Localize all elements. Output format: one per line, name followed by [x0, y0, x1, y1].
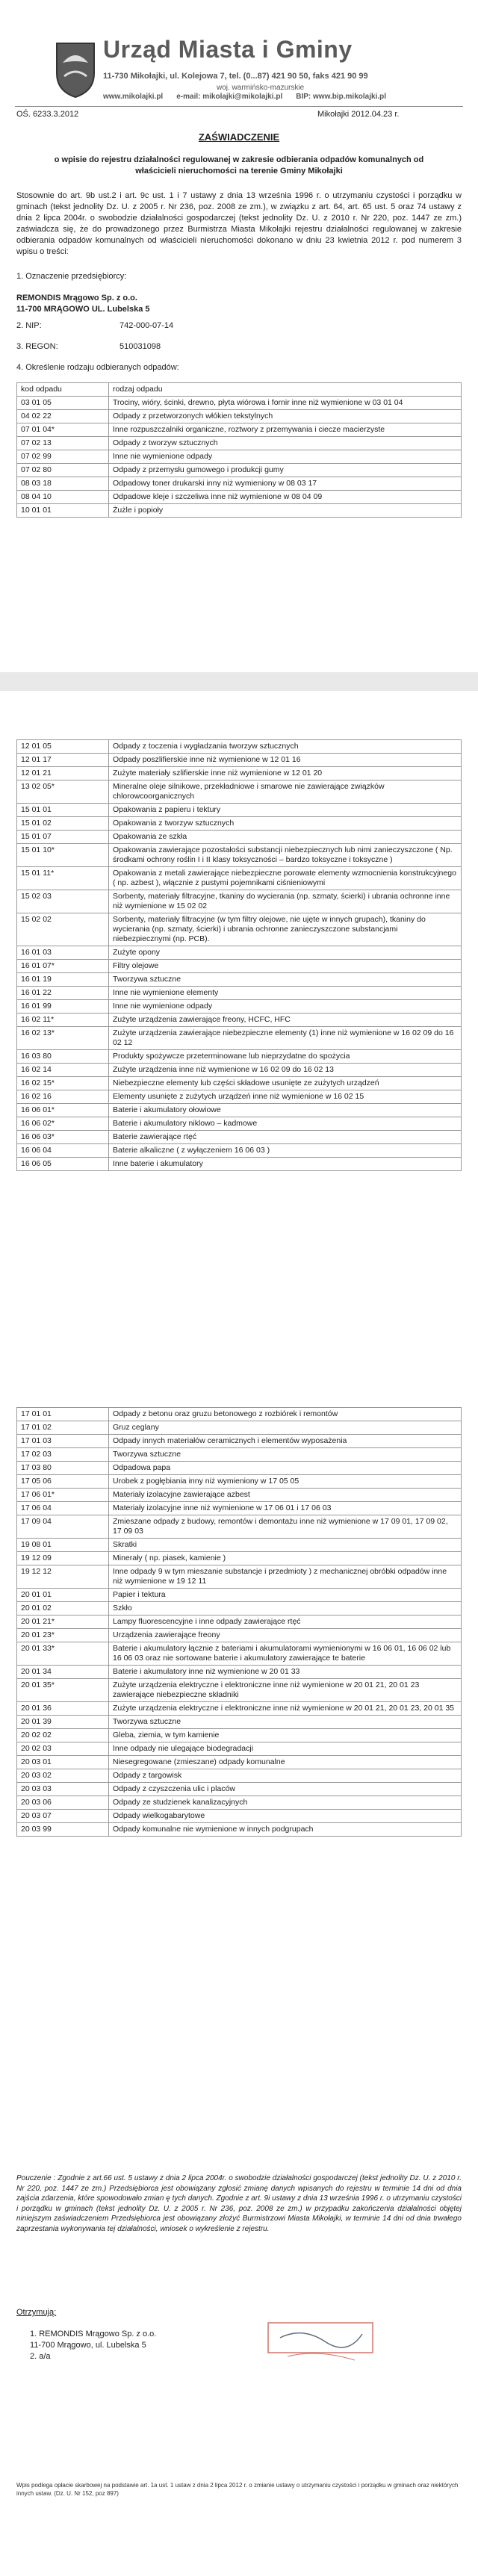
waste-description: Zużyte urządzenia inne niż wymienione w 16 02 09 do 16 02 13: [109, 1064, 462, 1077]
waste-description: Zużyte urządzenia elektryczne i elektroniczne inne niż wymienione w 20 01 21, 20 01 23 zawierające niebezpieczne składniki: [109, 1679, 462, 1702]
letterhead-www[interactable]: www.mikolajki.pl: [103, 93, 164, 101]
table-row: [17, 1742, 462, 1756]
table-row: [17, 1421, 462, 1435]
waste-code: 17 05 06: [17, 1475, 109, 1489]
company-info: [16, 293, 150, 315]
table-row: [17, 504, 462, 518]
item-4-label: 4. Określenie rodzaju odbieranych odpadów:: [16, 363, 179, 372]
waste-description: Inne nie wymienione odpady: [109, 450, 462, 464]
waste-code: 16 01 03: [17, 946, 109, 960]
table-row: [17, 1769, 462, 1783]
table-row: [17, 946, 462, 960]
regon-value: 510031098: [120, 342, 161, 351]
waste-description: Odpady wielkogabarytowe: [109, 1810, 462, 1823]
waste-description: Materiały izolacyjne inne niż wymienione w 17 06 01 i 17 06 03: [109, 1502, 462, 1515]
document-body: Stosownie do art. 9b ust.2 i art. 9c ust. 1 i 7 ustawy z dnia 13 września 1996 r. o utrzymaniu czystości i porządku w gminach (tekst jednolity Dz. U. z 2005 r. Nr 236, poz. 2008 ze zm.), w związku z art. 64, art. 65 ust. 5 oraz 74 ustawy z dnia 2 lipca 2004r. o swobodzie działalności gospodarczej (tekst jednolity Dz. U. z 2010 r. Nr 220, poz. 1447 ze zm.) zaświadcza się, że do prowadzonego przez Burmistrza Miasta Mikołajki rejestru działalności regulowanej w zakresie odbierania odpadów komunalnych od właścicieli nieruchomości dokonano w dniu 23 kwietnia 2012 r. pod numerem 3 wpisu o treści:: [16, 191, 462, 256]
waste-code: 12 01 05: [17, 740, 109, 754]
table-row: [17, 1823, 462, 1837]
letterhead-region: woj. warmińsko-mazurskie: [217, 84, 305, 92]
table-row: [17, 477, 462, 491]
item-1-label: 1. Oznaczenie przedsiębiorcy:: [16, 272, 127, 281]
waste-description: Odpady z betonu oraz gruzu betonowego z rozbiórek i remontów: [109, 1408, 462, 1421]
regon-label: 3. REGON:: [16, 342, 58, 351]
waste-code: 16 06 05: [17, 1158, 109, 1171]
page-3: [0, 1359, 478, 2576]
waste-description: Baterie zawierające rtęć: [109, 1131, 462, 1144]
table-row: [17, 1666, 462, 1679]
table-row: [17, 1515, 462, 1539]
waste-code: 08 03 18: [17, 477, 109, 491]
waste-description: Zużyte materiały szlifierskie inne niż wymienione w 12 01 20: [109, 767, 462, 780]
waste-description: Mineralne oleje silnikowe, przekładniowe i smarowe nie zawierające związków chlorowcoorganicznych: [109, 780, 462, 804]
waste-description: Sorbenty, materiały filtracyjne (w tym filtry olejowe, nie ujęte w innych grupach), tkaniny do wycierania (np. szmaty, ścierki) i ubrania ochronne zanieczyszczone substancjami niebezpiecznymi (np. PCB).: [109, 913, 462, 946]
waste-description: Skratki: [109, 1539, 462, 1552]
letterhead-title: Urząd Miasta i Gminy: [103, 36, 353, 63]
waste-description: Odpady z przemysłu gumowego i produkcji gumy: [109, 464, 462, 477]
waste-code: 20 03 01: [17, 1756, 109, 1769]
table-row: [17, 1756, 462, 1769]
waste-description: Gleba, ziemia, w tym kamienie: [109, 1729, 462, 1742]
waste-description: Zużyte urządzenia elektryczne i elektroniczne inne niż wymienione w 20 01 21, 20 01 23, 20 01 35: [109, 1702, 462, 1716]
nip-label: 2. NIP:: [16, 321, 42, 330]
waste-code: 17 06 01*: [17, 1489, 109, 1502]
table-row: [17, 1448, 462, 1462]
waste-description: Baterie i akumulatory ołowiowe: [109, 1104, 462, 1117]
waste-code: 20 01 34: [17, 1666, 109, 1679]
waste-code: 07 02 99: [17, 450, 109, 464]
waste-description: Żużle i popioły: [109, 504, 462, 518]
waste-code: 17 01 02: [17, 1421, 109, 1435]
waste-description: Odpady z tworzyw sztucznych: [109, 437, 462, 450]
waste-code: 10 01 01: [17, 504, 109, 518]
waste-code: 07 01 04*: [17, 423, 109, 437]
waste-code: 20 02 02: [17, 1729, 109, 1742]
table-row: [17, 1616, 462, 1629]
waste-table-page-3: [16, 1407, 462, 1837]
waste-code: 15 01 11*: [17, 867, 109, 890]
company-address: 11-700 MRĄGOWO UL. Lubelska 5: [16, 305, 150, 314]
waste-description: Elementy usunięte z zużytych urządzeń inne niż wymienione w 16 02 15: [109, 1090, 462, 1104]
waste-code: 15 01 01: [17, 804, 109, 817]
table-row: [17, 491, 462, 504]
table-row: [17, 1050, 462, 1064]
waste-code: 20 01 35*: [17, 1679, 109, 1702]
letterhead-contact: [103, 93, 454, 101]
waste-code: 20 01 21*: [17, 1616, 109, 1629]
waste-description: Szkło: [109, 1602, 462, 1616]
waste-description: Opakowania z tworzyw sztucznych: [109, 817, 462, 831]
page-gap: [0, 672, 478, 691]
waste-code: 16 06 01*: [17, 1104, 109, 1117]
recipient-line: 1. REMONDIS Mrągowo Sp. z o.o.: [30, 2330, 157, 2338]
table-row: [17, 1552, 462, 1565]
page-2: [0, 691, 478, 1363]
waste-code: 17 01 03: [17, 1435, 109, 1448]
waste-code: 08 04 10: [17, 491, 109, 504]
waste-description: Zmieszane odpady z budowy, remontów i demontażu inne niż wymienione w 17 09 01, 17 09 02, 17 09 03: [109, 1515, 462, 1539]
waste-code: 15 01 10*: [17, 844, 109, 867]
waste-description: Odpady z toczenia i wygładzania tworzyw sztucznych: [109, 740, 462, 754]
table-row: [17, 1702, 462, 1716]
waste-description: Trociny, wióry, ścinki, drewno, płyta wiórowa i fornir inne niż wymienione w 03 01 04: [109, 397, 462, 410]
waste-code: 17 01 01: [17, 1408, 109, 1421]
waste-code: 16 01 22: [17, 987, 109, 1000]
recipient-line: 11-700 Mrągowo, ul. Lubelska 5: [30, 2341, 146, 2350]
table-header-row: [17, 383, 462, 397]
document-date: Mikołajki 2012.04.23 r.: [317, 110, 400, 119]
waste-code: 17 03 80: [17, 1462, 109, 1475]
table-row: [17, 1642, 462, 1666]
table-row: [17, 1539, 462, 1552]
waste-code: 16 06 04: [17, 1144, 109, 1158]
waste-description: Opakowania zawierające pozostałości substancji niebezpiecznych lub nimi zanieczyszczone ( Np. środkami ochrony roślin I i II klasy toksyczności – bardzo toksyczne i toksyczne ): [109, 844, 462, 867]
waste-description: Filtry olejowe: [109, 960, 462, 973]
waste-description: Opakowania z papieru i tektury: [109, 804, 462, 817]
waste-code: 07 02 80: [17, 464, 109, 477]
table-row: [17, 1602, 462, 1616]
official-stamp-icon: [265, 2315, 377, 2375]
document-heading: ZAŚWIADCZENIE: [198, 131, 280, 143]
waste-description: Baterie i akumulatory niklowo – kadmowe: [109, 1117, 462, 1131]
waste-code: 12 01 17: [17, 754, 109, 767]
waste-description: Lampy fluorescencyjne i inne odpady zawierające rtęć: [109, 1616, 462, 1629]
recipients-heading: Otrzymują:: [16, 2308, 57, 2317]
waste-code: 15 02 03: [17, 890, 109, 913]
waste-description: Minerały ( np. piasek, kamienie ): [109, 1552, 462, 1565]
waste-description: Odpady poszlifierskie inne niż wymienione w 12 01 16: [109, 754, 462, 767]
waste-code: 16 02 11*: [17, 1014, 109, 1027]
waste-description: Urządzenia zawierające freony: [109, 1629, 462, 1642]
waste-code: 16 02 16: [17, 1090, 109, 1104]
table-row: [17, 1729, 462, 1742]
table-row: [17, 1158, 462, 1171]
table-row: [17, 973, 462, 987]
recipients-list: [30, 2329, 156, 2362]
waste-code: 15 02 02: [17, 913, 109, 946]
waste-code: 20 02 03: [17, 1742, 109, 1756]
waste-code: 16 01 07*: [17, 960, 109, 973]
table-row: [17, 1000, 462, 1014]
waste-code: 13 02 05*: [17, 780, 109, 804]
waste-table-page-2: [16, 739, 462, 1171]
waste-code: 17 09 04: [17, 1515, 109, 1539]
table-row: [17, 1502, 462, 1515]
waste-description: Odpady komunalne nie wymienione w innych podgrupach: [109, 1823, 462, 1837]
table-row: [17, 844, 462, 867]
table-row: [17, 1679, 462, 1702]
waste-code: 20 01 36: [17, 1702, 109, 1716]
page-1: [0, 0, 478, 672]
table-row: [17, 804, 462, 817]
waste-description: Inne baterie i akumulatory: [109, 1158, 462, 1171]
waste-description: Inne nie wymienione elementy: [109, 987, 462, 1000]
table-row: [17, 780, 462, 804]
nip-value: 742-000-07-14: [120, 321, 174, 330]
waste-code: 19 12 12: [17, 1565, 109, 1589]
table-row: [17, 1131, 462, 1144]
instructions-note: Pouczenie : Zgodnie z art.66 ust. 5 ustawy z dnia 2 lipca 2004r. o swobodzie działalności gospodarczej (tekst jednolity Dz. U. z 2010 r. Nr 220, poz. 1447 ze zm.) Przedsiębiorca jest obowiązany zgłosić zmianę danych wpisanych do rejestru w terminie 14 dni od dnia zajścia zdarzenia, które spowodowało zmian ę tych danych. Zgodnie z art. 9i ustawy z dnia 13 września 1996 r. o utrzymaniu czystości i porządku w gminach (tekst jednolity Dz. U. z 2005 r. Nr 236, poz. 2008 ze zm.) w przypadku zakończenia działalności objętej niniejszym zaświadczeniem Przedsiębiorca jest obowiązany złożyć Burmistrzowi Miasta Mikołajki, w terminie 14 dni od dnia trwałego zaprzestania wykonywania tej działalności, wniosek o wykreślenie z rejestru.: [16, 2174, 462, 2233]
waste-description: Baterie alkaliczne ( z wyłączeniem 16 06 03 ): [109, 1144, 462, 1158]
table-row: [17, 1064, 462, 1077]
waste-description: Gruz ceglany: [109, 1421, 462, 1435]
waste-description: Baterie i akumulatory inne niż wymienione w 20 01 33: [109, 1666, 462, 1679]
waste-code: 20 01 23*: [17, 1629, 109, 1642]
waste-description: Urobek z pogłębiania inny niż wymieniony w 17 05 05: [109, 1475, 462, 1489]
waste-description: Inne rozpuszczalniki organiczne, roztwory z przemywania i ciecze macierzyste: [109, 423, 462, 437]
table-row: [17, 1014, 462, 1027]
table-row: [17, 1104, 462, 1117]
waste-code: 04 02 22: [17, 410, 109, 423]
waste-description: Odpady z czyszczenia ulic i placów: [109, 1783, 462, 1796]
table-row: [17, 1783, 462, 1796]
waste-description: Materiały izolacyjne zawierające azbest: [109, 1489, 462, 1502]
table-row: [17, 890, 462, 913]
waste-code: 03 01 05: [17, 397, 109, 410]
waste-description: Inne nie wymienione odpady: [109, 1000, 462, 1014]
waste-code: 20 03 03: [17, 1783, 109, 1796]
table-row: [17, 831, 462, 844]
company-name: REMONDIS Mrągowo Sp. z o.o.: [16, 294, 137, 302]
waste-description: Odpadowe kleje i szczeliwa inne niż wymienione w 08 04 09: [109, 491, 462, 504]
table-row: [17, 987, 462, 1000]
table-row: [17, 464, 462, 477]
table-row: [17, 1462, 462, 1475]
waste-code: 19 12 09: [17, 1552, 109, 1565]
waste-description: Tworzywa sztuczne: [109, 1448, 462, 1462]
waste-description: Inne odpady nie ulegające biodegradacji: [109, 1742, 462, 1756]
waste-description: Produkty spożywcze przeterminowane lub nieprzydatne do spożycia: [109, 1050, 462, 1064]
waste-description: Niesegregowane (zmieszane) odpady komunalne: [109, 1756, 462, 1769]
table-row: [17, 450, 462, 464]
waste-description: Odpadowa papa: [109, 1462, 462, 1475]
table-row: [17, 1810, 462, 1823]
letterhead-email[interactable]: e-mail: mikolajki@mikolajki.pl: [176, 93, 283, 101]
table-row: [17, 423, 462, 437]
coat-of-arms-icon: [54, 40, 97, 99]
waste-description: Opakowania ze szkła: [109, 831, 462, 844]
waste-description: Odpady z przetworzonych włókien tekstylnych: [109, 410, 462, 423]
waste-description: Odpady ze studzienek kanalizacyjnych: [109, 1796, 462, 1810]
waste-code: 15 01 02: [17, 817, 109, 831]
letterhead-address: 11-730 Mikołajki, ul. Kolejowa 7, tel. (0...87) 421 90 50, faks 421 90 99: [103, 72, 368, 81]
table-row: [17, 410, 462, 423]
waste-code: 20 03 99: [17, 1823, 109, 1837]
table-row: [17, 1629, 462, 1642]
waste-code: 20 03 02: [17, 1769, 109, 1783]
table-row: [17, 817, 462, 831]
waste-code: 19 08 01: [17, 1539, 109, 1552]
letterhead-bip[interactable]: BIP: www.bip.mikolajki.pl: [296, 93, 387, 101]
table-row: [17, 767, 462, 780]
waste-code: 16 02 14: [17, 1064, 109, 1077]
table-row: [17, 1489, 462, 1502]
table-row: [17, 913, 462, 946]
recipient-line: 2. a/a: [30, 2352, 51, 2361]
table-row: [17, 1090, 462, 1104]
waste-description: Odpady innych materiałów ceramicznych i elementów wyposażenia: [109, 1435, 462, 1448]
waste-table-page-1: [16, 382, 462, 518]
table-row: [17, 1408, 462, 1421]
table-row: [17, 1027, 462, 1050]
waste-code: 20 01 01: [17, 1589, 109, 1602]
waste-code: 07 02 13: [17, 437, 109, 450]
waste-code: 17 02 03: [17, 1448, 109, 1462]
waste-description: Zużyte opony: [109, 946, 462, 960]
waste-code: 16 03 80: [17, 1050, 109, 1064]
table-row: [17, 1117, 462, 1131]
waste-description: Niebezpieczne elementy lub części składowe usunięte ze zużytych urządzeń: [109, 1077, 462, 1090]
table-row: [17, 867, 462, 890]
waste-code: 16 01 19: [17, 973, 109, 987]
reference-number: OŚ. 6233.3.2012: [16, 110, 79, 119]
waste-code: 16 02 15*: [17, 1077, 109, 1090]
table-row: [17, 1144, 462, 1158]
waste-code: 16 01 99: [17, 1000, 109, 1014]
waste-description: Odpady z targowisk: [109, 1769, 462, 1783]
table-row: [17, 1589, 462, 1602]
waste-code: 20 01 02: [17, 1602, 109, 1616]
waste-description: Tworzywa sztuczne: [109, 1716, 462, 1729]
table-row: [17, 960, 462, 973]
waste-description: Inne odpady 9 w tym mieszanie substancje i przedmioty ) z mechanicznej obróbki odpadów inne niż wymienione w 19 12 11: [109, 1565, 462, 1589]
letterhead-divider: [15, 106, 463, 107]
waste-description: Zużyte urządzenia zawierające freony, HCFC, HFC: [109, 1014, 462, 1027]
waste-description: Odpadowy toner drukarski inny niż wymieniony w 08 03 17: [109, 477, 462, 491]
waste-code: 15 01 07: [17, 831, 109, 844]
table-row: [17, 1716, 462, 1729]
waste-code: 20 03 06: [17, 1796, 109, 1810]
waste-code: 16 06 02*: [17, 1117, 109, 1131]
document-subject: o wpisie do rejestru działalności regulowanej w zakresie odbierania odpadów komunalnych od właścicieli nieruchomości na terenie Gminy Mikołajki: [54, 155, 424, 176]
waste-description: Baterie i akumulatory łącznie z bateriami i akumulatorami wymienionymi w 16 06 01, 16 06 02 lub 16 06 03 oraz nie sortowane baterie i akumulatory zawierające te baterie: [109, 1642, 462, 1666]
waste-code: 20 01 39: [17, 1716, 109, 1729]
waste-code: 16 02 13*: [17, 1027, 109, 1050]
header-name: rodzaj odpadu: [109, 383, 462, 397]
waste-description: Opakowania z metali zawierające niebezpieczne porowate elementy wzmocnienia konstrukcyjnego ( np. azbest ), włącznie z pustymi pojemnikami ciśnieniowymi: [109, 867, 462, 890]
waste-description: Zużyte urządzenia zawierające niebezpieczne elementy (1) inne niż wymienione w 16 02 09 do 16 02 12: [109, 1027, 462, 1050]
table-row: [17, 1435, 462, 1448]
table-row: [17, 1565, 462, 1589]
table-row: [17, 397, 462, 410]
table-row: [17, 740, 462, 754]
waste-code: 20 03 07: [17, 1810, 109, 1823]
waste-code: 16 06 03*: [17, 1131, 109, 1144]
footnote: Wpis podlega opłacie skarbowej na podstawie art. 1a ust. 1 ustaw z dnia 2 lipca 2012 r. o zmianie ustawy o utrzymaniu czystości i porządku w gminach oraz niektórych innych ustaw. (Dz. U. Nr 152, poz 897): [16, 2482, 459, 2497]
waste-description: Sorbenty, materiały filtracyjne, tkaniny do wycierania (np. szmaty, ścierki) i ubrania ochronne inne niż wymienione w 15 02 02: [109, 890, 462, 913]
waste-description: Papier i tektura: [109, 1589, 462, 1602]
table-row: [17, 1475, 462, 1489]
table-row: [17, 1796, 462, 1810]
table-row: [17, 1077, 462, 1090]
table-row: [17, 754, 462, 767]
waste-code: 20 01 33*: [17, 1642, 109, 1666]
table-row: [17, 437, 462, 450]
waste-code: 17 06 04: [17, 1502, 109, 1515]
header-code: kod odpadu: [17, 383, 109, 397]
waste-description: Tworzywa sztuczne: [109, 973, 462, 987]
waste-code: 12 01 21: [17, 767, 109, 780]
